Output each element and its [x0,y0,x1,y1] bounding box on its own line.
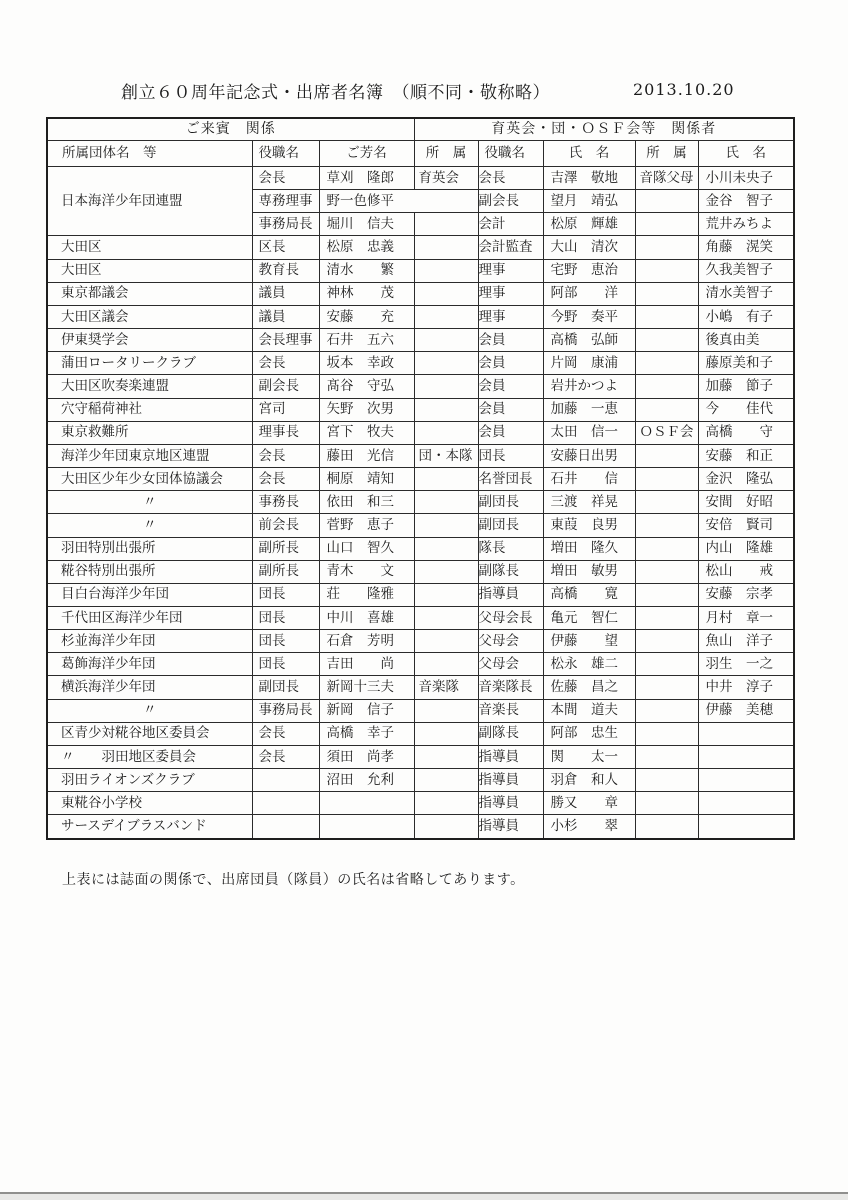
empty-cell [635,329,698,352]
table-cell: 吉田 尚 [319,653,414,676]
empty-cell [635,352,698,375]
empty-cell [414,537,478,560]
column-header-affiliation-2: 所 属 [635,141,698,167]
table-cell: 亀元 智仁 [543,606,635,629]
table-cell: 藤原美和子 [698,352,794,375]
table-cell: 小杉 翠 [543,815,635,839]
table-cell: 伊藤 美穂 [698,699,794,722]
table-cell: 伊東奨学会 [47,329,252,352]
empty-cell [414,815,478,839]
table-cell: 杉並海洋少年団 [47,630,252,653]
table-cell: 東京救難所 [47,421,252,444]
section-header-row [47,118,794,141]
empty-cell [414,630,478,653]
table-cell: 新岡 信子 [319,699,414,722]
empty-cell [635,815,698,839]
table-cell: 議員 [252,282,319,305]
table-cell: 団長 [252,630,319,653]
empty-cell [414,236,478,259]
empty-cell [635,792,698,815]
table-cell: 松原 輝雄 [543,213,635,236]
table-cell: 区青少対糀谷地区委員会 [47,722,252,745]
empty-cell [635,190,698,213]
empty-cell [635,722,698,745]
empty-cell [414,375,478,398]
table-cell: 父母会長 [478,606,543,629]
table-cell: 宅野 恵治 [543,259,635,282]
empty-cell [635,514,698,537]
table-cell: 東葭 良男 [543,514,635,537]
empty-cell [635,606,698,629]
column-header-affiliation-1: 所 属 [414,141,478,167]
table-cell: 東京都議会 [47,282,252,305]
table-cell: 草刈 隆郎 [319,167,414,190]
table-cell: 中井 淳子 [698,676,794,699]
table-cell: 横浜海洋少年団 [47,676,252,699]
table-row [47,745,794,768]
empty-cell [698,769,794,792]
empty-cell [635,398,698,421]
empty-cell [319,792,414,815]
empty-cell [635,491,698,514]
table-cell: 事務局長 [252,699,319,722]
table-row [47,792,794,815]
column-header-name-1: 氏 名 [543,141,635,167]
table-cell: 海洋少年団東京地区連盟 [47,444,252,467]
table-cell: 野一色修平 [319,190,478,213]
table-cell: 石井 五六 [319,329,414,352]
empty-cell [635,560,698,583]
table-cell: 指導員 [478,583,543,606]
empty-cell [414,305,478,328]
table-cell: 角藤 滉笑 [698,236,794,259]
empty-cell [414,491,478,514]
footnote: 上表には誌面の関係で、出席団員（隊員）の氏名は省略してあります。 [62,872,525,888]
table-cell: 副会長 [252,375,319,398]
table-row [47,722,794,745]
table-cell: 増田 隆久 [543,537,635,560]
table-cell: 吉澤 敬地 [543,167,635,190]
table-cell: 清水 繁 [319,259,414,282]
table-cell: 松永 雄二 [543,653,635,676]
table-row [47,537,794,560]
table-cell: 松山 戒 [698,560,794,583]
scan-bottom-edge [0,1192,848,1200]
table-cell: 団長 [252,583,319,606]
table-header [47,118,794,167]
table-cell: 目白台海洋少年団 [47,583,252,606]
table-row [47,630,794,653]
empty-cell [414,514,478,537]
empty-cell [698,745,794,768]
table-row [47,606,794,629]
table-cell: ＯＳＦ会 [635,421,698,444]
table-cell: 今 佳代 [698,398,794,421]
table-cell: 安藤 宗孝 [698,583,794,606]
table-cell: 松原 忠義 [319,236,414,259]
table-cell: 名誉団長 [478,468,543,491]
table-cell: 会員 [478,329,543,352]
table-cell: 千代田区海洋少年団 [47,606,252,629]
table-row [47,167,794,190]
table-cell: 金谷 智子 [698,190,794,213]
table-cell: 理事 [478,305,543,328]
empty-cell [319,815,414,839]
table-row [47,653,794,676]
table-cell: 依田 和三 [319,491,414,514]
empty-cell [635,676,698,699]
table-body [47,167,794,840]
table-row [47,560,794,583]
table-cell: 菅野 恵子 [319,514,414,537]
table-cell: 日本海洋少年団連盟 [47,167,252,236]
table-cell: 大山 清次 [543,236,635,259]
empty-cell [698,722,794,745]
empty-cell [635,630,698,653]
column-header-guest-name: ご芳名 [319,141,414,167]
table-cell: 会長 [478,167,543,190]
table-cell: 宮下 牧夫 [319,421,414,444]
table-cell: 指導員 [478,769,543,792]
table-cell: 望月 靖弘 [543,190,635,213]
empty-cell [635,213,698,236]
table-cell: 羽倉 和人 [543,769,635,792]
column-header-organization: 所属団体名 等 [47,141,252,167]
table-cell: 荘 隆雅 [319,583,414,606]
table-cell: サースデイブラスバンド [47,815,252,839]
table-cell: 小川未央子 [698,167,794,190]
table-cell: 会長 [252,468,319,491]
table-cell: 穴守稲荷神社 [47,398,252,421]
table-cell: 魚山 洋子 [698,630,794,653]
table-cell: 加藤 一恵 [543,398,635,421]
table-row [47,514,794,537]
empty-cell [414,769,478,792]
empty-cell [698,792,794,815]
table-cell: 会計監査 [478,236,543,259]
table-cell: 〃 [47,699,252,722]
table-row [47,236,794,259]
table-cell: 育英会 [414,167,478,190]
table-cell: 安藤 和正 [698,444,794,467]
table-row [47,352,794,375]
table-cell: 指導員 [478,792,543,815]
table-cell: 蒲田ロータリークラブ [47,352,252,375]
table-cell: 大田区少年少女団体協議会 [47,468,252,491]
table-cell: 大田区吹奏楽連盟 [47,375,252,398]
table-cell: 石井 信 [543,468,635,491]
table-cell: 阿部 忠生 [543,722,635,745]
table-cell: 事務局長 [252,213,319,236]
empty-cell [635,259,698,282]
table-cell: 小嶋 有子 [698,305,794,328]
table-cell: 矢野 次男 [319,398,414,421]
empty-cell [252,769,319,792]
table-cell: 勝又 章 [543,792,635,815]
table-cell: 〃 羽田地区委員会 [47,745,252,768]
page-title: 創立６０周年記念式・出席者名簿 （順不同・敬称略） [121,83,550,103]
empty-cell [414,398,478,421]
table-cell: 高橋 弘師 [543,329,635,352]
table-cell: 父母会 [478,630,543,653]
empty-cell [414,259,478,282]
empty-cell [635,444,698,467]
table-cell: 会長 [252,444,319,467]
table-cell: 指導員 [478,815,543,839]
table-cell: 会計 [478,213,543,236]
table-cell: 前会長 [252,514,319,537]
table-cell: 副所長 [252,537,319,560]
table-cell: 増田 敏男 [543,560,635,583]
table-cell: 後真由美 [698,329,794,352]
table-cell: 沼田 允利 [319,769,414,792]
empty-cell [414,421,478,444]
table-cell: 内山 隆雄 [698,537,794,560]
table-cell: 音楽隊 [414,676,478,699]
table-cell: 団・本隊 [414,444,478,467]
table-cell: 高橋 寛 [543,583,635,606]
table-cell: 宮司 [252,398,319,421]
table-cell: 大田区 [47,259,252,282]
column-header-name-2: 氏 名 [698,141,794,167]
empty-cell [635,769,698,792]
document-date: 2013.10.20 [633,80,735,99]
empty-cell [414,653,478,676]
table-cell: 桐原 靖知 [319,468,414,491]
table-cell: 専務理事 [252,190,319,213]
table-cell: 〃 [47,491,252,514]
table-row [47,282,794,305]
table-cell: 会長 [252,352,319,375]
table-cell: 藤田 光信 [319,444,414,467]
table-cell: 糀谷特別出張所 [47,560,252,583]
empty-cell [414,792,478,815]
table-cell: 〃 [47,514,252,537]
table-cell: 関 太一 [543,745,635,768]
table-row [47,398,794,421]
table-row [47,305,794,328]
table-row [47,375,794,398]
table-cell: 安藤日出男 [543,444,635,467]
section-header-association: 育英会・団・ＯＳＦ会等 関係者 [414,118,794,141]
table-cell: 羽生 一之 [698,653,794,676]
table-cell: 佐藤 昌之 [543,676,635,699]
empty-cell [635,468,698,491]
table-cell: 団長 [252,606,319,629]
column-header-row [47,141,794,167]
table-cell: 羽田特別出張所 [47,537,252,560]
table-row [47,329,794,352]
empty-cell [414,745,478,768]
table-cell: 加藤 節子 [698,375,794,398]
table-cell: 理事長 [252,421,319,444]
table-cell: 会員 [478,352,543,375]
empty-cell [635,236,698,259]
table-cell: 大田区 [47,236,252,259]
table-cell: 月村 章一 [698,606,794,629]
table-cell: 東糀谷小学校 [47,792,252,815]
table-cell: 区長 [252,236,319,259]
attendee-table [46,117,795,840]
empty-cell [635,583,698,606]
empty-cell [414,329,478,352]
table-cell: 会長 [252,167,319,190]
table-cell: 副隊長 [478,722,543,745]
table-cell: 青木 文 [319,560,414,583]
table-cell: 教育長 [252,259,319,282]
table-cell: 石倉 芳明 [319,630,414,653]
table-cell: 理事 [478,282,543,305]
table-cell: 三渡 祥晃 [543,491,635,514]
empty-cell [635,699,698,722]
table-cell: 新岡十三夫 [319,676,414,699]
table-cell: 会長理事 [252,329,319,352]
table-cell: 大田区議会 [47,305,252,328]
table-cell: 堀川 信夫 [319,213,414,236]
empty-cell [635,653,698,676]
table-cell: 太田 信一 [543,421,635,444]
table-cell: 団長 [478,444,543,467]
table-cell: 会員 [478,375,543,398]
table-cell: 本間 道夫 [543,699,635,722]
table-cell: 金沢 隆弘 [698,468,794,491]
table-cell: 副団長 [478,491,543,514]
table-cell: 副隊長 [478,560,543,583]
table-row [47,815,794,839]
table-cell: 副会長 [478,190,543,213]
table-cell: 清水美智子 [698,282,794,305]
empty-cell [252,815,319,839]
empty-cell [414,468,478,491]
table-cell: 坂本 幸政 [319,352,414,375]
table-cell: 音隊父母 [635,167,698,190]
table-cell: 岩井かつよ [543,375,635,398]
title-band [0,78,848,102]
table-cell: 副団長 [478,514,543,537]
empty-cell [698,815,794,839]
table-cell: 中川 喜雄 [319,606,414,629]
table-row [47,491,794,514]
table-cell: 神林 茂 [319,282,414,305]
empty-cell [414,606,478,629]
empty-cell [635,375,698,398]
table-cell: 葛飾海洋少年団 [47,653,252,676]
table-cell: 会員 [478,398,543,421]
table-row [47,468,794,491]
table-cell: 音楽長 [478,699,543,722]
empty-cell [414,560,478,583]
empty-cell [635,305,698,328]
table-cell: 会員 [478,421,543,444]
empty-cell [414,213,478,236]
table-row [47,699,794,722]
table-cell: 須田 尚孝 [319,745,414,768]
table-cell: 団長 [252,653,319,676]
table-row [47,769,794,792]
table-cell: 隊長 [478,537,543,560]
table-cell: 伊藤 望 [543,630,635,653]
table-cell: 髙谷 守弘 [319,375,414,398]
table-cell: 安藤 充 [319,305,414,328]
table-row [47,583,794,606]
table-cell: 片岡 康浦 [543,352,635,375]
table-cell: 安間 好昭 [698,491,794,514]
column-header-role-right: 役職名 [478,141,543,167]
empty-cell [414,282,478,305]
table-cell: 久我美智子 [698,259,794,282]
table-cell: 高橋 守 [698,421,794,444]
empty-cell [414,352,478,375]
table-cell: 阿部 洋 [543,282,635,305]
table-cell: 荒井みちよ [698,213,794,236]
empty-cell [252,792,319,815]
section-header-guests: ご来賓 関係 [47,118,414,141]
table-cell: 議員 [252,305,319,328]
table-cell: 会長 [252,745,319,768]
column-header-role-left: 役職名 [252,141,319,167]
table-cell: 指導員 [478,745,543,768]
table-cell: 高橋 幸子 [319,722,414,745]
table-row [47,444,794,467]
empty-cell [635,537,698,560]
empty-cell [414,583,478,606]
table-cell: 音楽隊長 [478,676,543,699]
table-cell: 理事 [478,259,543,282]
table-cell: 事務長 [252,491,319,514]
table-cell: 山口 智久 [319,537,414,560]
table-cell: 安倍 賢司 [698,514,794,537]
empty-cell [635,745,698,768]
table-cell: 副団長 [252,676,319,699]
table-row [47,259,794,282]
table-cell: 今野 奏平 [543,305,635,328]
empty-cell [414,699,478,722]
table-cell: 会長 [252,722,319,745]
empty-cell [635,282,698,305]
empty-cell [414,722,478,745]
table-row [47,676,794,699]
table-cell: 羽田ライオンズクラブ [47,769,252,792]
table-row [47,421,794,444]
table-cell: 副所長 [252,560,319,583]
table-cell: 父母会 [478,653,543,676]
